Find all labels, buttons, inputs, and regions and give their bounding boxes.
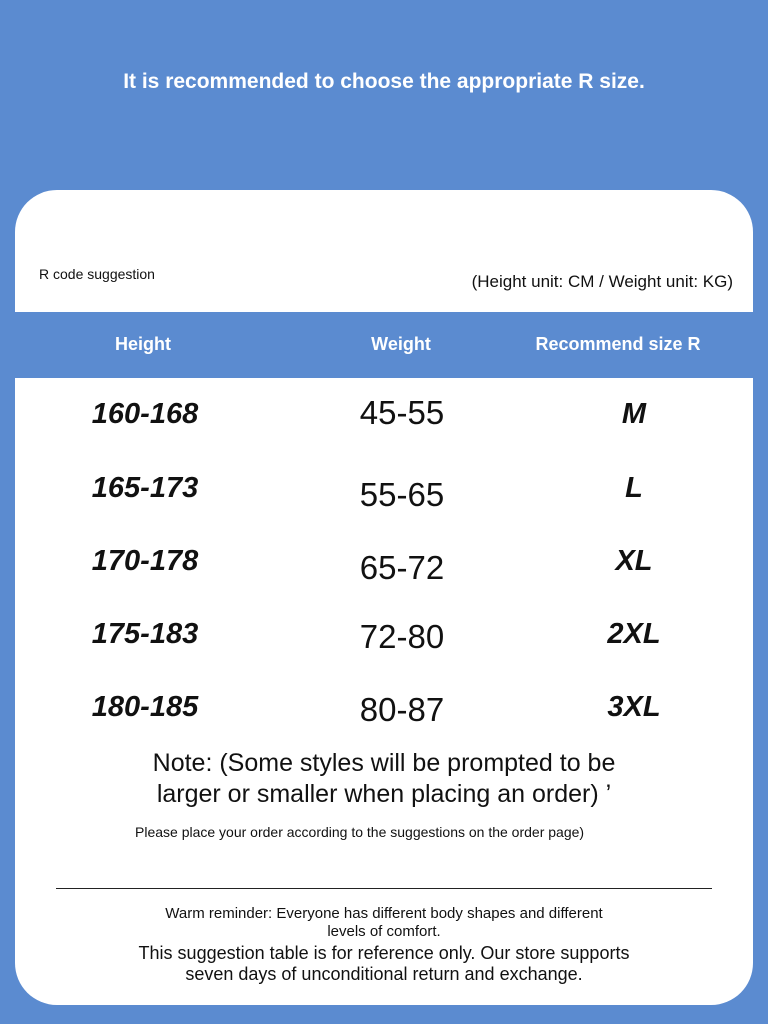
page-title: It is recommended to choose the appropriate R size. [123, 70, 645, 93]
header-weight: Weight [371, 334, 431, 354]
policy-line: This suggestion table is for reference only. Our store supports [138, 943, 630, 963]
order-page-hint: Please place your order according to the suggestions on the order page) [135, 824, 585, 840]
warm-line: Warm reminder: Everyone has different body shapes and different [165, 905, 603, 922]
table-row [0, 472, 768, 512]
warm-line: levels of comfort. [327, 923, 441, 940]
cell-size: XL [615, 545, 653, 577]
return-policy [0, 943, 768, 985]
table-row [0, 545, 768, 585]
header-size: Recommend size R [535, 334, 701, 354]
cell-weight: 80-87 [359, 691, 445, 728]
cell-weight: 65-72 [359, 549, 445, 586]
sizing-note [0, 748, 768, 810]
cell-weight: 72-80 [359, 618, 445, 655]
note-line: Note: (Some styles will be prompted to be [152, 749, 616, 777]
cell-weight: 55-65 [359, 476, 445, 513]
table-header [0, 312, 768, 378]
table-top-card [15, 190, 753, 312]
cell-height: 170-178 [91, 545, 199, 577]
cell-height: 175-183 [91, 618, 199, 650]
cell-height: 180-185 [91, 691, 199, 723]
table-row [0, 618, 768, 658]
warm-reminder [0, 905, 768, 941]
units-note: (Height unit: CM / Weight unit: KG) [471, 272, 733, 291]
table-row [0, 691, 768, 731]
cell-height: 160-168 [91, 398, 199, 430]
cell-weight: 45-55 [359, 394, 445, 431]
header-height: Height [115, 334, 171, 354]
table-row [0, 394, 768, 438]
divider [56, 888, 712, 889]
note-line: larger or smaller when placing an order) ’ [156, 780, 612, 808]
cell-size: M [621, 398, 647, 430]
cell-size: 2XL [607, 618, 661, 650]
cell-height: 165-173 [91, 472, 199, 504]
cell-size: L [625, 472, 643, 504]
card-label: R code suggestion [39, 266, 155, 282]
policy-line: seven days of unconditional return and exchange. [185, 964, 583, 984]
cell-size: 3XL [607, 691, 661, 723]
